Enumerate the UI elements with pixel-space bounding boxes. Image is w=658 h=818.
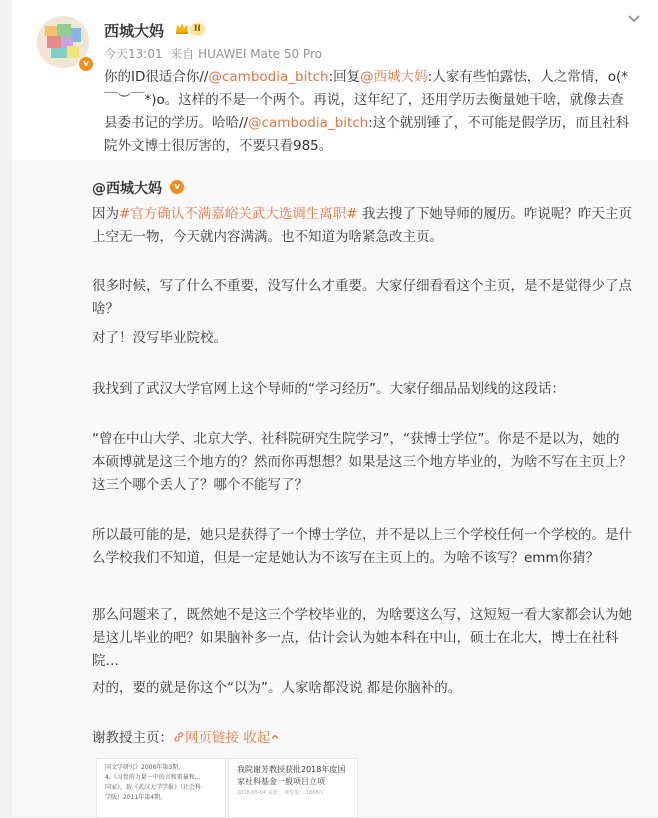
retweet-paragraph-1 <box>92 203 632 249</box>
topic-link[interactable]: #官方确认不满嘉峪关武大选调生离职# <box>119 206 358 222</box>
v-badge-icon: v <box>170 180 184 194</box>
collapse-label: 收起 <box>243 730 271 746</box>
retweet-paragraph-6: 所以最可能的是，她只是获得了一个博士学位，并不是以上三个学校任何一个学校的。是什么学校我们不知道，但是一定是她认为不该写在主页上的。为啥不该写？emm你猜？ <box>92 527 632 566</box>
level-badge: II <box>190 23 205 36</box>
collapse-button[interactable] <box>243 730 280 746</box>
thumbnail-subtitle: 2018-05-04 来源： 浏览量： 1866次 <box>237 790 324 796</box>
post-body <box>104 66 634 158</box>
post-meta <box>104 45 322 62</box>
weibo-post-card <box>12 0 658 816</box>
retweet-homepage-line <box>92 727 632 750</box>
device-name: HUAWEI Mate 50 Pro <box>198 47 322 61</box>
text-segment: :人家有些怕露怯，人之常情，o(*￣︶￣*)o。这样的不是一个两个。再说，这年纪了，还用学历去衡量她干啥，就像去查县委书记的学历。哈哈// <box>104 69 628 131</box>
v-badge-icon: v <box>78 56 94 72</box>
retweet-paragraph-3: 对了！没写毕业院校。 <box>92 330 227 346</box>
retweet-author[interactable]: @西城大妈 <box>92 181 162 197</box>
chevron-up-icon <box>270 732 280 742</box>
retweet-paragraph-7: 那么问题来了，既然她不是这三个学校毕业的，为啥要这么写，这短短一看大家都会认为她是这儿毕业的吧？如果脑补多一点，估计会认为她本科在中山，硕士在北大，博士在社科院… <box>92 607 632 669</box>
thumbnail-text-line: 4.《习骨的力量一中的言和雷暴和... <box>105 774 201 781</box>
retweet-paragraph-2: 很多时候，写了什么不重要，没写什么才重要。大家仔细看看这个主页，是不是觉得少了点啥？ <box>92 278 632 317</box>
image-thumbnail-2[interactable] <box>228 758 358 818</box>
post-username[interactable]: 西城大妈 <box>104 22 165 40</box>
text-segment: 你的ID很适合你// <box>104 69 209 85</box>
source-prefix: 来自 <box>170 47 195 61</box>
image-thumbnail-1[interactable] <box>96 758 226 818</box>
homepage-label: 谢教授主页： <box>92 730 173 746</box>
post-header <box>12 0 658 160</box>
mention-link[interactable]: @cambodia_bitch <box>208 69 329 85</box>
retweet-paragraph-4: 我找到了武汉大学官网上这个导师的“学习经历”。大家仔细品品划线的这段话： <box>92 381 565 397</box>
web-link[interactable] <box>173 730 239 746</box>
link-icon <box>173 731 185 743</box>
mention-link[interactable]: @西城大妈 <box>360 69 428 85</box>
thumbnail-2-text <box>229 759 357 803</box>
crown-icon <box>174 20 190 36</box>
retweet-paragraph-8: 对的，要的就是你这个“以为”。人家啥都没说 都是你脑补的。 <box>92 680 462 696</box>
thumbnail-title: 我院谢芳教授获批2018年度国家社科基金一般项目立项 <box>237 765 346 786</box>
thumbnail-text-line: 国家》，载《武汉大学学报》（社会科 <box>105 784 202 791</box>
web-link-label: 网页链接 <box>185 730 239 746</box>
thumbnail-1-text <box>97 759 225 807</box>
text-segment: :回复 <box>328 69 361 85</box>
thumbnail-text-line: 国文学研究》2006年第3期。 <box>105 764 185 771</box>
chevron-down-icon[interactable] <box>626 10 642 26</box>
mention-link[interactable]: @cambodia_bitch <box>248 115 369 131</box>
text-segment: 我去搜了下她导师的履历。咋说呢？昨天主页上空无一物，今天就内容满满。也不知道为啥紧急改主页。 <box>92 206 632 245</box>
thumbnail-text-line: 学版）2011年第4期。 <box>105 794 167 801</box>
post-time[interactable]: 今天13:01 <box>104 47 163 61</box>
retweet-paragraph-5: “曾在中山大学、北京大学、社科院研究生院学习”，“获博士学位”。你是不是以为，她的本硕博就是这三个地方的？然而你再想想？如果是这三个地方毕业的，为啥不写在主页上？这三个哪个丢人了？哪个不能写了？ <box>92 431 632 493</box>
text-segment: :这个就别锤了，不可能是假学历，而且社科院外文博士很厉害的，不要只看985。 <box>104 115 630 154</box>
text-segment: 因为 <box>92 206 119 222</box>
